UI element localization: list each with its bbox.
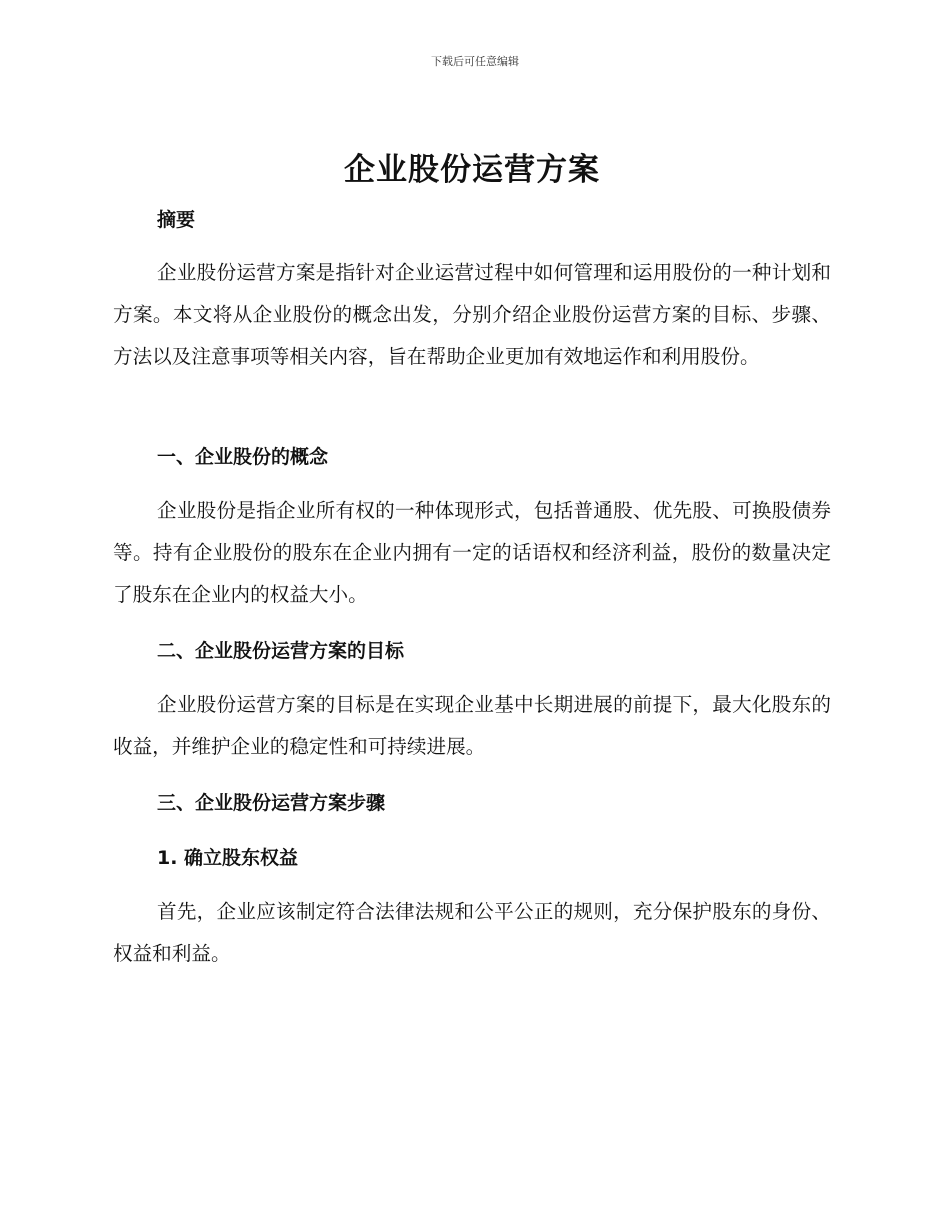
section-1-paragraph: 企业股份是指企业所有权的一种体现形式，包括普通股、优先股、可换股债券等。持有企业股份的股东在企业内拥有一定的话语权和经济利益，股份的数量决定了股东在企业内的权益大小。 (113, 499, 831, 606)
section-2-heading: 二、企业股份运营方案的目标 (157, 640, 405, 662)
section-2-paragraph: 企业股份运营方案的目标是在实现企业基中长期进展的前提下，最大化股东的收益，并维护企业的稳定性和可持续进展。 (113, 693, 831, 758)
section-1-heading: 一、企业股份的概念 (157, 446, 329, 468)
section-3-heading: 三、企业股份运营方案步骤 (157, 792, 386, 814)
page-header-note: 下载后可任意编辑 (431, 55, 519, 68)
section-3-1-heading: 1. 确立股东权益 (157, 847, 299, 869)
section-3-1-paragraph: 首先，企业应该制定符合法律法规和公平公正的规则，充分保护股东的身份、权益和利益。 (113, 900, 831, 965)
abstract-paragraph: 企业股份运营方案是指针对企业运营过程中如何管理和运用股份的一种计划和方案。本文将从企业股份的概念出发，分别介绍企业股份运营方案的目标、步骤、方法以及注意事项等相关内容，旨在帮助企业更加有效地运作和利用股份。 (113, 261, 831, 368)
document-title: 企业股份运营方案 (344, 152, 600, 188)
abstract-heading: 摘要 (157, 209, 196, 231)
